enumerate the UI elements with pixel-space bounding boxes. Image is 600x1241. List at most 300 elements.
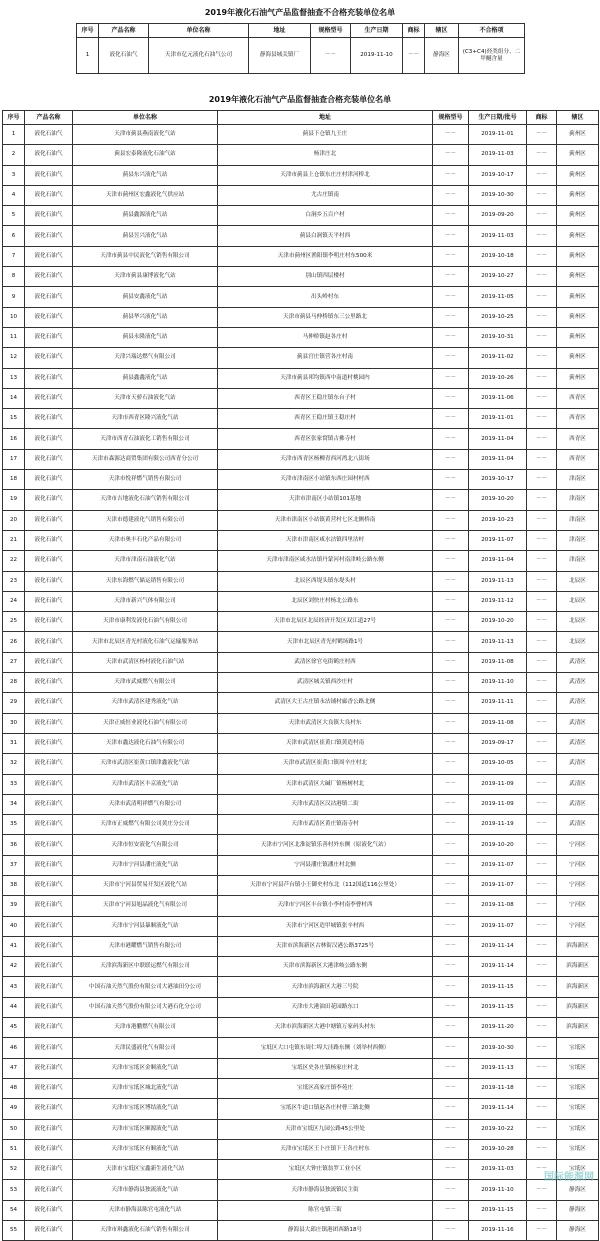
- table-cell: －－: [527, 165, 557, 185]
- table-cell: 宝坻区: [557, 1139, 599, 1159]
- table-cell: 蓟州区: [557, 185, 599, 205]
- table-cell: 2019-11-14: [469, 957, 527, 977]
- table-cell: 天津市北辰区青光村鹤场路1号: [218, 632, 433, 652]
- table-cell: 12: [3, 348, 25, 368]
- table-cell: 天津市吉地液化石油气销售有限公司: [73, 490, 218, 510]
- table-row: [3, 896, 599, 916]
- table-cell: －－: [527, 632, 557, 652]
- table-cell: －－: [433, 226, 469, 246]
- table-cell: －－: [433, 957, 469, 977]
- column-header: 单位名称: [73, 111, 218, 125]
- table-cell: －－: [527, 510, 557, 530]
- table-cell: －－: [527, 835, 557, 855]
- table-cell: －－: [433, 855, 469, 875]
- table-cell: 液化石油气: [25, 896, 73, 916]
- table-cell: 北辰区西堤头镇东堤头村: [218, 571, 433, 591]
- table-cell: 2019-09-17: [469, 733, 527, 753]
- table-cell: 2019-11-03: [469, 226, 527, 246]
- table-cell: 尤古庄镇南: [218, 185, 433, 205]
- table-row: [3, 855, 599, 875]
- table-row: [3, 754, 599, 774]
- table-cell: －－: [433, 307, 469, 327]
- table-row: [3, 368, 599, 388]
- table-cell: 液化石油气: [25, 1078, 73, 1098]
- table-cell: 2019-11-14: [469, 1099, 527, 1119]
- table-cell: －－: [527, 815, 557, 835]
- table-row: [3, 835, 599, 855]
- table-cell: 天津市港耀燃气销售有限公司: [73, 936, 218, 956]
- table-cell: 津南区: [557, 530, 599, 550]
- table-row: [3, 632, 599, 652]
- table-cell: 天津市宁河区造甲城镇张辛村西: [218, 916, 433, 936]
- table-cell: 蓟州区: [557, 145, 599, 165]
- table-cell: 天津市宝坻区顺源液化气站: [73, 1119, 218, 1139]
- table-cell: －－: [433, 409, 469, 429]
- table-cell: 43: [3, 977, 25, 997]
- table-cell: 2019-11-06: [469, 388, 527, 408]
- table-cell: －－: [527, 1221, 557, 1241]
- table-cell: －－: [433, 875, 469, 895]
- table-row: [3, 1200, 599, 1220]
- table-cell: 津南区: [557, 470, 599, 490]
- table-cell: 11: [3, 327, 25, 347]
- table-row: [3, 1180, 599, 1200]
- table-row: [3, 1018, 599, 1038]
- table-cell: 西青区: [557, 449, 599, 469]
- column-header: 产品名称: [99, 24, 149, 38]
- table-row: [3, 246, 599, 266]
- table-cell: 宝坻区史各庄镇杨家庄村北: [218, 1058, 433, 1078]
- table-cell: 47: [3, 1058, 25, 1078]
- table-cell: 天津市鑫达液化石油气有限公司: [73, 733, 218, 753]
- table-cell: －－: [433, 936, 469, 956]
- table-cell: －－: [527, 246, 557, 266]
- table-cell: 液化石油气: [25, 774, 73, 794]
- table-cell: 41: [3, 936, 25, 956]
- table-cell: －－: [527, 591, 557, 611]
- table-cell: －－: [527, 1099, 557, 1119]
- table-cell: 天津市宝坻区城北液化气站: [73, 1078, 218, 1098]
- table-row: [3, 936, 599, 956]
- table-row: [3, 206, 599, 226]
- table-cell: 23: [3, 571, 25, 591]
- table-row: [3, 693, 599, 713]
- table-cell: －－: [527, 794, 557, 814]
- table-cell: －－: [527, 145, 557, 165]
- table-cell: 2019-11-07: [469, 855, 527, 875]
- table-cell: 2019-10-18: [469, 246, 527, 266]
- table-cell: 天津市蓟州区渔阳镇李明庄村东500米: [218, 246, 433, 266]
- table-cell: 液化石油气: [25, 267, 73, 287]
- table-cell: 48: [3, 1078, 25, 1098]
- table-cell: 49: [3, 1099, 25, 1119]
- table-row: [3, 287, 599, 307]
- table-cell: 别山镇四层楼村: [218, 267, 433, 287]
- table-cell: －－: [433, 713, 469, 733]
- table-cell: 天津市宁河县贸易开发区液化气站: [73, 875, 218, 895]
- table-cell: －－: [433, 754, 469, 774]
- table-cell: 21: [3, 530, 25, 550]
- table-cell: 2019-11-09: [469, 794, 527, 814]
- table-cell: 静海区: [557, 1180, 599, 1200]
- table-cell: 天津市亿元液化石油气公司: [149, 38, 249, 74]
- table-cell: 天津市武清明祥燃气有限公司: [73, 794, 218, 814]
- table-cell: 天津市蓟县马伸桥镇东三公里路北: [218, 307, 433, 327]
- table-cell: 武清区: [557, 754, 599, 774]
- table-cell: 液化石油气: [25, 145, 73, 165]
- table-cell: 液化石油气: [25, 348, 73, 368]
- table-cell: －－: [433, 815, 469, 835]
- table-cell: 天津市西青区隆兴液化气站: [73, 409, 218, 429]
- table-cell: 西青区: [557, 388, 599, 408]
- table-cell: 2019-10-25: [469, 307, 527, 327]
- table-cell: 天津市宝坻区王卜庄镇下王各庄村东: [218, 1139, 433, 1159]
- table-cell: －－: [527, 652, 557, 672]
- table-cell: 46: [3, 1038, 25, 1058]
- table-cell: －－: [527, 754, 557, 774]
- table-cell: 蓟州区: [557, 226, 599, 246]
- table-cell: 蓟州区: [557, 246, 599, 266]
- table-cell: －－: [433, 794, 469, 814]
- table-cell: 7: [3, 246, 25, 266]
- table-cell: 蓟州区: [557, 287, 599, 307]
- table-cell: 蓟县东兴液化气站: [73, 165, 218, 185]
- table-cell: －－: [527, 185, 557, 205]
- table-cell: 53: [3, 1180, 25, 1200]
- table-cell: 天津市宁河县潘庄液化气站: [73, 855, 218, 875]
- table-cell: －－: [527, 612, 557, 632]
- table-cell: 2019-10-05: [469, 754, 527, 774]
- table-cell: 27: [3, 652, 25, 672]
- table-cell: －－: [527, 449, 557, 469]
- table-cell: 液化石油气: [25, 957, 73, 977]
- table-cell: 津南区: [557, 490, 599, 510]
- table-cell: 静海区: [557, 1221, 599, 1241]
- table-cell: －－: [527, 774, 557, 794]
- table-cell: 天津市恒安液化气有限公司: [73, 835, 218, 855]
- table-cell: 宁河区: [557, 875, 599, 895]
- table-cell: 2019-11-01: [469, 125, 527, 145]
- table-cell: 天津市悦祥燃气销售有限公司: [73, 470, 218, 490]
- table-cell: 50: [3, 1119, 25, 1139]
- table-cell: 2019-11-04: [469, 449, 527, 469]
- table-cell: 杨津庄北: [218, 145, 433, 165]
- table-cell: 天津市宁河区北淮淀镇乐善村外东侧（原液化气站）: [218, 835, 433, 855]
- table-cell: 液化石油气: [25, 246, 73, 266]
- table-cell: 天津市武清区崔黄口镇黄造村南: [218, 733, 433, 753]
- table-cell: －－: [527, 530, 557, 550]
- table-row: [3, 510, 599, 530]
- table-row: [3, 815, 599, 835]
- column-header: 序号: [3, 111, 25, 125]
- table-cell: 44: [3, 997, 25, 1017]
- column-header: 规格型号: [311, 24, 351, 38]
- table-cell: 天津市静海县独流液化气站: [73, 1180, 218, 1200]
- table-cell: －－: [433, 1018, 469, 1038]
- table-cell: 西青区: [557, 409, 599, 429]
- table-cell: 35: [3, 815, 25, 835]
- table-cell: －－: [527, 673, 557, 693]
- table-cell: 2019-10-20: [469, 490, 527, 510]
- table-cell: 液化石油气: [99, 38, 149, 74]
- table-cell: －－: [433, 1099, 469, 1119]
- table-cell: 2019-10-17: [469, 470, 527, 490]
- table-row: [3, 794, 599, 814]
- table-cell: 西青区: [557, 429, 599, 449]
- table-cell: －－: [433, 693, 469, 713]
- table-cell: 液化石油气: [25, 125, 73, 145]
- table-cell: 40: [3, 916, 25, 936]
- table-cell: －－: [527, 936, 557, 956]
- table-cell: －－: [527, 368, 557, 388]
- table-cell: 42: [3, 957, 25, 977]
- table-cell: 26: [3, 632, 25, 652]
- table-cell: 28: [3, 673, 25, 693]
- table-cell: 天津正威恒业液化石油气有限公司: [73, 713, 218, 733]
- table-cell: 31: [3, 733, 25, 753]
- table-cell: －－: [433, 1078, 469, 1098]
- table-cell: 马伸桥镇赵各庄村: [218, 327, 433, 347]
- table-row: [3, 1038, 599, 1058]
- table-row: [3, 1221, 599, 1241]
- table-row: [3, 348, 599, 368]
- table-cell: 天津民盛液化气有限公司: [73, 1038, 218, 1058]
- table-cell: －－: [433, 490, 469, 510]
- table-cell: 蓟州区: [557, 327, 599, 347]
- table-cell: 2019-10-22: [469, 1119, 527, 1139]
- table-cell: 液化石油气: [25, 754, 73, 774]
- table-cell: 天津市蓟县中民液化气销售有限公司: [73, 246, 218, 266]
- table-cell: 武清区: [557, 733, 599, 753]
- table-cell: 天津市滨海新区古林街汉港公路3725号: [218, 936, 433, 956]
- table-cell: 20: [3, 510, 25, 530]
- table-cell: 液化石油气: [25, 1139, 73, 1159]
- table-row: [3, 530, 599, 550]
- table-cell: 液化石油气: [25, 1058, 73, 1078]
- table-cell: －－: [527, 1180, 557, 1200]
- table-cell: －－: [527, 1058, 557, 1078]
- table-cell: 2019-11-09: [469, 774, 527, 794]
- table-cell: 宁河区: [557, 835, 599, 855]
- table-cell: 3: [3, 165, 25, 185]
- table-cell: 滨海新区: [557, 936, 599, 956]
- table-cell: 静海县城关镇厂: [249, 38, 311, 74]
- table-cell: 36: [3, 835, 25, 855]
- table-row: [3, 612, 599, 632]
- table-row: [3, 145, 599, 165]
- table-cell: －－: [527, 875, 557, 895]
- table-cell: －－: [433, 916, 469, 936]
- table-cell: 液化石油气: [25, 368, 73, 388]
- table-cell: 北辰区: [557, 632, 599, 652]
- table-cell: 19: [3, 490, 25, 510]
- table-cell: 天津市西青石油液化工销售有限公司: [73, 429, 218, 449]
- table-cell: －－: [433, 1038, 469, 1058]
- table-cell: 54: [3, 1200, 25, 1220]
- table-cell: 蓟县华兴液化气站: [73, 307, 218, 327]
- table-cell: 液化石油气: [25, 185, 73, 205]
- table-cell: 蓟县下仓镇九王庄: [218, 125, 433, 145]
- table-cell: －－: [433, 551, 469, 571]
- table-cell: 2019-11-11: [469, 693, 527, 713]
- table-cell: 白涧乡五百户村: [218, 206, 433, 226]
- column-header: 生产日期/批号: [469, 111, 527, 125]
- table-cell: －－: [527, 1038, 557, 1058]
- table-cell: 17: [3, 449, 25, 469]
- table-cell: 静海区: [425, 38, 459, 74]
- table-cell: 液化石油气: [25, 794, 73, 814]
- table-cell: 天津市宝坻区博结液化气站: [73, 1099, 218, 1119]
- table-cell: 液化石油气: [25, 1200, 73, 1220]
- table-cell: －－: [527, 551, 557, 571]
- table-cell: －－: [433, 612, 469, 632]
- table-cell: 武清区: [557, 673, 599, 693]
- table-cell: －－: [527, 733, 557, 753]
- table-cell: 天津市津南区小站镇101基地: [218, 490, 433, 510]
- table-cell: －－: [433, 571, 469, 591]
- table-cell: －－: [433, 429, 469, 449]
- column-header: 地址: [249, 24, 311, 38]
- table-cell: －－: [527, 307, 557, 327]
- table-cell: 津南区: [557, 551, 599, 571]
- table-row: [3, 429, 599, 449]
- unqualified-table: [76, 23, 525, 74]
- table-cell: 2019-11-18: [469, 1078, 527, 1098]
- table-cell: 天津市大港油田花园路东口: [218, 997, 433, 1017]
- table-cell: －－: [527, 327, 557, 347]
- table-cell: 天津市宝坻区九园公路45公里处: [218, 1119, 433, 1139]
- table-cell: 2019-11-13: [469, 1058, 527, 1078]
- table-cell: 液化石油气: [25, 510, 73, 530]
- table-cell: 2019-10-30: [469, 1038, 527, 1058]
- table-cell: 蓟县鑫源液化气站: [73, 206, 218, 226]
- table-cell: 宝坻区: [557, 1078, 599, 1098]
- table-cell: 2019-11-10: [469, 673, 527, 693]
- table-cell: 天津市武清区丰京液化气站: [73, 774, 218, 794]
- table-cell: 液化石油气: [25, 470, 73, 490]
- column-header: 商标: [403, 24, 425, 38]
- table-cell: 天津市武威燃气有限公司: [73, 673, 218, 693]
- table-cell: 天津市森源达商贸集团有限公司西青分公司: [73, 449, 218, 469]
- table-cell: 蓟县官庄镇营各庄村南: [218, 348, 433, 368]
- table-cell: 2019-11-07: [469, 875, 527, 895]
- table-cell: 武清区大王古庄镇永沽铺村廊香公路北侧: [218, 693, 433, 713]
- table-cell: －－: [527, 916, 557, 936]
- table-cell: －－: [527, 287, 557, 307]
- table-cell: 滨海新区: [557, 1018, 599, 1038]
- table-cell: 2019-11-05: [469, 287, 527, 307]
- table-cell: 天津市新兴气体有限公司: [73, 591, 218, 611]
- table-cell: 天津市宁河县芦台镇小王御史村东北（112国道116公里处）: [218, 875, 433, 895]
- table-cell: 天津市蓟县上仓镇东庄庄村津河桥北: [218, 165, 433, 185]
- table-cell: 宝坻区: [557, 1038, 599, 1058]
- table-cell: －－: [433, 774, 469, 794]
- table-cell: 2: [3, 145, 25, 165]
- column-header: 辖区: [425, 24, 459, 38]
- table-cell: 天津市北辰区北辰经济开发区双江道27号: [218, 612, 433, 632]
- table-cell: －－: [527, 348, 557, 368]
- table-cell: －－: [527, 1139, 557, 1159]
- table-cell: 2019-11-16: [469, 1221, 527, 1241]
- table-cell: 宁河区: [557, 916, 599, 936]
- table-cell: 蓟县白涧镇天平村西: [218, 226, 433, 246]
- table-cell: 宁河区: [557, 896, 599, 916]
- table-cell: 蓟县昱兴液化气站: [73, 226, 218, 246]
- table-cell: 液化石油气: [25, 307, 73, 327]
- table-row: [3, 977, 599, 997]
- table-cell: －－: [433, 652, 469, 672]
- table-cell: －－: [433, 1160, 469, 1180]
- table-cell: 宝坻区: [557, 1099, 599, 1119]
- table-cell: 天津市津南区咸水沽镇丹蒙河村南津岐公路东侧: [218, 551, 433, 571]
- table-cell: 武清区: [557, 815, 599, 835]
- table-cell: 北辰区: [557, 591, 599, 611]
- table-cell: －－: [527, 1160, 557, 1180]
- table-cell: 西青区王稳庄镇王稳庄村: [218, 409, 433, 429]
- table-cell: 天津市琪鑫液化石油气销售有限公司: [73, 1221, 218, 1241]
- table-row: [3, 1099, 599, 1119]
- table-row: [3, 571, 599, 591]
- table-cell: －－: [433, 287, 469, 307]
- table-cell: 2019-11-03: [469, 145, 527, 165]
- table-row: [3, 1139, 599, 1159]
- table-row: [3, 875, 599, 895]
- table-cell: 蓟州区: [557, 348, 599, 368]
- table-cell: 8: [3, 267, 25, 287]
- table-cell: 天津市北辰区青光村液化石油气运输服务站: [73, 632, 218, 652]
- table-cell: －－: [433, 835, 469, 855]
- table-row: [3, 1160, 599, 1180]
- table-cell: 天津东海燃气储运销售有限公司: [73, 571, 218, 591]
- table-row: [3, 1058, 599, 1078]
- table-row: [3, 551, 599, 571]
- column-header: 辖区: [557, 111, 599, 125]
- watermark-logo: 国际能源网: [544, 1172, 594, 1183]
- table-cell: －－: [527, 429, 557, 449]
- table-row: [3, 916, 599, 936]
- table-cell: －－: [433, 673, 469, 693]
- table-cell: 天津市武清区大良镇大良村东: [218, 713, 433, 733]
- table-cell: 天津滨海新区中联联运燃气有限公司: [73, 957, 218, 977]
- table-cell: 2019-11-10: [351, 38, 403, 74]
- table-cell: 宝坻区大口屯镇东周仁埠大洼路东侧（刘举村西侧）: [218, 1038, 433, 1058]
- table-cell: －－: [433, 1119, 469, 1139]
- table-cell: 武清区城关镇西沙庄村: [218, 673, 433, 693]
- table-cell: 2019-11-04: [469, 429, 527, 449]
- qualified-title: 2019年液化石油气产品监督抽查合格充装单位名单: [208, 95, 392, 104]
- table-cell: 蓟县安鑫液化气站: [73, 287, 218, 307]
- table-cell: 宝坻区: [557, 1160, 599, 1180]
- table-cell: －－: [433, 185, 469, 205]
- table-cell: 天津市宁河区丰台镇小李村南李曹村西: [218, 896, 433, 916]
- unqualified-title: 2019年液化石油气产品监督抽查不合格充装单位名单: [204, 8, 396, 17]
- table-cell: 天津市宝坻区金顺液化气站: [73, 1058, 218, 1078]
- table-cell: －－: [527, 1200, 557, 1220]
- table-cell: 天津市港鹏燃气有限公司: [73, 1018, 218, 1038]
- table-cell: (C3+C4)烃类组分、二甲醚含量: [459, 38, 525, 74]
- table-cell: 天津市武清区崔黄口镇津鑫液化气站: [73, 754, 218, 774]
- table-cell: 液化石油气: [25, 551, 73, 571]
- table-cell: －－: [433, 1200, 469, 1220]
- table-cell: 蓟州区: [557, 125, 599, 145]
- table-cell: 蓟州区: [557, 165, 599, 185]
- table-cell: 2019-10-20: [469, 612, 527, 632]
- table-cell: －－: [527, 855, 557, 875]
- table-cell: －－: [433, 125, 469, 145]
- table-cell: 4: [3, 185, 25, 205]
- table-cell: －－: [527, 693, 557, 713]
- table-cell: 宝坻区大钟庄镇翁罗工业小区: [218, 1160, 433, 1180]
